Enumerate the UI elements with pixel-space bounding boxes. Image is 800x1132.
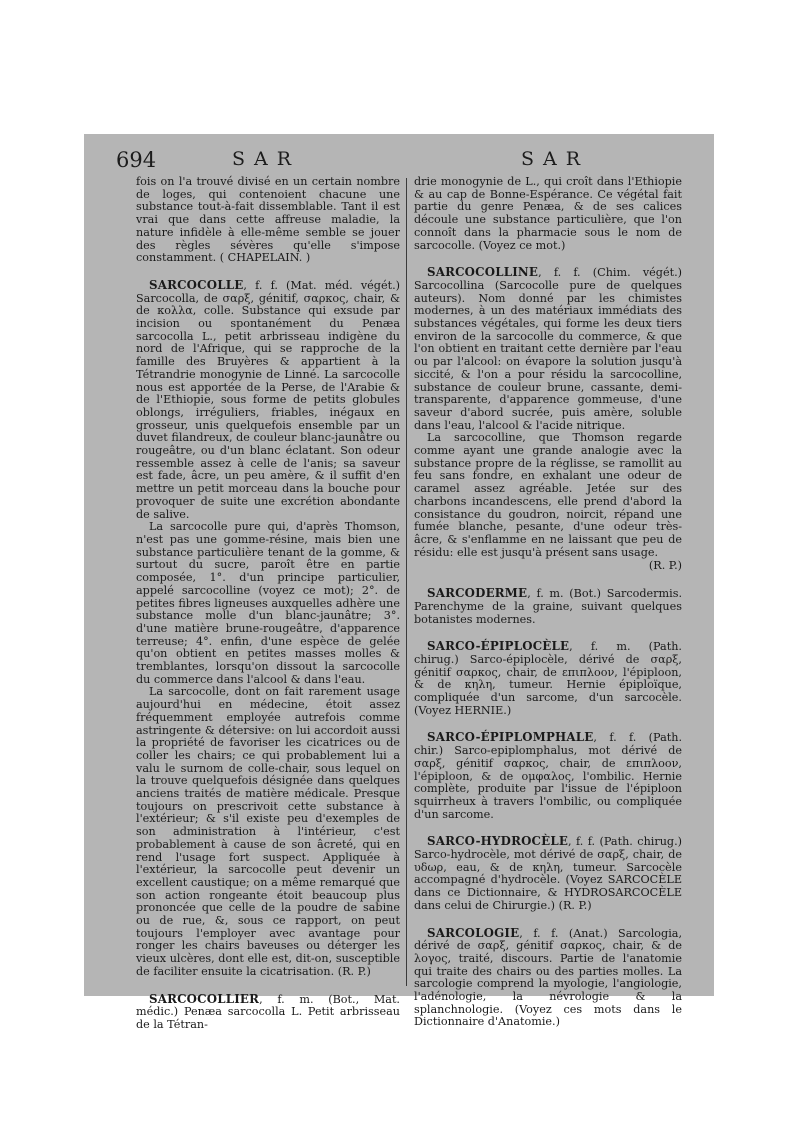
sarcocolle-paragraph-1 — [136, 279, 400, 521]
headword-sarco-hydrocele: SARCO-HYDROCÈLE — [427, 834, 569, 849]
sarco-epiplocele-paragraph — [414, 640, 682, 717]
continuation-text: fois on l'a trouvé divisé en un certain nombre de loges, qui contenoient chacune une substance tout-à-fait dissemblable. Tant il est vrai que dans cette affreuse maladie, la nature infidèle à elle-même semble se jouer des règles sévères qu'elle s'impose constamment. ( CHAPELAIN. ) — [136, 175, 400, 265]
author-signature: (R. P.) — [337, 964, 371, 978]
entry-sarco-hydrocele — [414, 835, 682, 912]
headword-sarcoderme: SARCODERME — [427, 586, 528, 601]
author-signature: (R. P.) — [558, 898, 592, 912]
headword-sarco-epiplocele: SARCO-ÉPIPLOCÈLE — [427, 639, 570, 654]
sarcocolle-paragraph-2: La sarcocolle pure qui, d'après Thomson, n'est pas une gomme-résine, mais bien une substance particulière tenant de la gomme, & surtout du sucre, paroît être en partie composée, 1°. d'un principe particulier, appelé sarcocolline (voyez ce mot); 2°. de petites fibres ligneuses auxquelles adhère une substance molle d'un blanc-jaunâtre; 3°. d'une matière brune-rougeâtre, d'apparence terreuse; 4°. enfin, d'une espèce de gelée qu'on obtient en petites masses molles & tremblantes, lorsqu'on dissout la sarcocolle du commerce dans l'alcool & dans l'eau. — [136, 520, 400, 686]
headword-sarcologie: SARCOLOGIE — [427, 925, 520, 940]
sarcocolline-paragraph-2: La sarcocolline, que Thomson regarde comme ayant une grande analogie avec la substance propre de la réglisse, se ramollit au feu sans fondre, en exhalant une odeur de caramel assez agréable. Jetée sur des charbons incandescens, elle prend d'abord la consistance du goudron, noircit, répand une fumée blanche, pesante, d'une odeur très-âcre, & s'enflamme en ne laissant que peu de résidu: elle est jusqu'à présent sans usage. — [414, 431, 682, 559]
sarco-epiplomphale-body: , f. f. (Path. chir.) Sarco-epiplomphalus, mot dérivé de σαρξ, génitif σαρκος, chair, de επιπλοον, l'épiploon, & de ομφαλος, l'ombilic. Hernie complète, produite par l'issue de l'épiploon squirrheux à travers l'ombilic, ou compliquée d'un sarcome. — [414, 731, 682, 821]
entry-sarcoderme — [414, 587, 682, 626]
sarcocollier-body: , f. m. (Bot., Mat. médic.) Penæa sarcocolla L. Petit arbrisseau de la Tétran- — [136, 992, 400, 1031]
sarco-epiplomphale-paragraph — [414, 731, 682, 821]
entry-sarcocolline — [414, 266, 682, 573]
continuation-text-right: drie monogynie de L., qui croît dans l'Ethiopie & au cap de Bonne-Espérance. Ce végétal fait partie du genre Penæa, & de ses calices découle une substance particulière, que l'on connoît dans la pharmacie sous le nom de sarcocolle. (Voyez ce mot.) — [414, 175, 682, 252]
sarcocolline-body: , f. f. (Chim. végét.) Sarcocollina (Sarcocolle pure de quelques auteurs). Nom donné par les chimistes modernes, à un des matériaux immédiats des substances végétales, qui forme les deux tiers environ de la sarcocolle du commerce, & que l'on obtient en traitant cette dernière par l'eau ou par l'alcool: on évapore la solution jusqu'à siccité, & l'on a pour résidu la sarcocolline, substance de couleur brune, cassante, demi-transparente, d'apparence gommeuse, d'une saveur d'abord sucrée, puis amère, soluble dans l'eau, l'alcool & l'acide nitrique. — [414, 266, 682, 432]
sarco-epiplocele-body: , f. m. (Path. chirug.) Sarco-épiplocèle, dérivé de σαρξ, génitif σαρκος, chair, de επιπλοον, l'épiploon, & de κηλη, tumeur. Hernie épiploïque, compliquée d'un sarcome, d'un sarcocèle. (Voyez HERNIE.) — [414, 640, 682, 717]
continuation-entry — [136, 176, 400, 265]
headword-sarcocolle: SARCOCOLLE — [149, 277, 244, 292]
running-head-right: SAR — [521, 148, 590, 170]
headword-sarco-epiplomphale: SARCO-ÉPIPLOMPHALE — [427, 730, 594, 745]
sarco-hydrocele-paragraph — [414, 835, 682, 912]
running-head-left: SAR — [232, 148, 301, 170]
continuation-entry-right — [414, 176, 682, 252]
entry-sarco-epiplomphale — [414, 731, 682, 821]
entry-sarcocolle — [136, 279, 400, 979]
column-divider — [406, 178, 407, 986]
sarcocolle-paragraph-3 — [136, 686, 400, 978]
author-signature: (R. P.) — [648, 559, 682, 573]
sarcoderme-paragraph — [414, 587, 682, 626]
sarcologie-paragraph — [414, 927, 682, 1030]
page-number: 694 — [116, 148, 157, 172]
sarcocolle-body: , f. f. (Mat. méd. végét.) Sarcocolla, de σαρξ, génitif, σαρκος, chair, & de κολλα, colle. Substance qui exsude par incision ou spontanément du Penæa sarcocolla L., petit arbrisseau indigène du nord de l'Afrique, qui se rapproche de la famille des Bruyères & appartient à la Tétrandrie monogynie de Linné. La sarcocolle nous est apportée de la Perse, de l'Arabie & de l'Ethiopie, sous forme de petits globules oblongs, irréguliers, friables, inégaux en grosseur, unis quelquefois ensemble par un duvet filandreux, de couleur blanc-jaunâtre ou rougeâtre, ou d'un blanc éclatant. Son odeur ressemble assez à celle de l'anis; sa saveur est fade, âcre, un peu amère, & il suffit d'en mettre un petit morceau dans la bouche pour provoquer de suite une excrétion abondante de salive. — [136, 278, 400, 521]
sarcocolline-paragraph-1 — [414, 266, 682, 432]
left-column — [136, 175, 400, 1031]
sarcocollier-paragraph — [136, 993, 400, 1032]
sarcoderme-body: , f. m. (Bot.) Sarcodermis. Parenchyme de la graine, suivant quelques botanistes modernes. — [414, 587, 682, 626]
entry-sarco-epiplocele — [414, 640, 682, 717]
headword-sarcocollier: SARCOCOLLIER — [149, 991, 260, 1006]
sarco-hydrocele-body: , f. f. (Path. chirug.) Sarco-hydrocèle, mot dérivé de σαρξ, chair, de υδωρ, eau, & de κηλη, tumeur. Sarcocèle accompagné d'hydrocèle. (Voyez SARCOCÈLE dans ce Dictionnaire, & HYDROSARCOCÈLE dans celui de Chirurgie.) — [414, 835, 682, 912]
headword-sarcocolline: SARCOCOLLINE — [427, 265, 539, 280]
page-header — [84, 148, 714, 174]
sarcocolle-paragraph-3-text: La sarcocolle, dont on fait rarement usage aujourd'hui en médecine, étoit assez fréquemment employée autrefois comme astringente & détersive: on lui accordoit aussi la propriété de favoriser les cicatrices ou de coller les chairs; ce qui probablement lui a valu le surnom de colle-chair, sous lequel on la trouve quelquefois désignée dans quelques anciens traités de matière médicale. Presque toujours on prescrivoit cette substance à l'extérieur; & s'il existe peu d'exemples de son administration à l'intérieur, c'est probablement à cause de son âcreté, qui en rend l'usage fort suspect. Appliquée à l'extérieur, la sarcocolle peut devenir un excellent caustique; on a même remarqué que son action rongeante étoit beaucoup plus prononcée que celle de la poudre de sabine ou de rue, &, sous ce rapport, on peut toujours l'employer avec avantage pour ronger les chairs baveuses ou déterger les vieux ulcères, dont elle est, dit-on, susceptible de faciliter ensuite la cicatrisation. — [136, 685, 400, 978]
right-column — [414, 175, 682, 1029]
scanned-page — [84, 134, 714, 1031]
entry-sarcologie — [414, 927, 682, 1030]
entry-sarcocollier — [136, 993, 400, 1032]
sarcologie-body: , f. f. (Anat.) Sarcologia, dérivé de σαρξ, génitif σαρκος, chair, & de λογος, traité, discours. Partie de l'anatomie qui traite des chairs ou des parties molles. La sarcologie comprend la myologie, l'angiologie, l'adénologie, la névrologie & la splanchnologie. (Voyez ces mots dans le Dictionnaire d'Anatomie.) — [414, 926, 682, 1029]
